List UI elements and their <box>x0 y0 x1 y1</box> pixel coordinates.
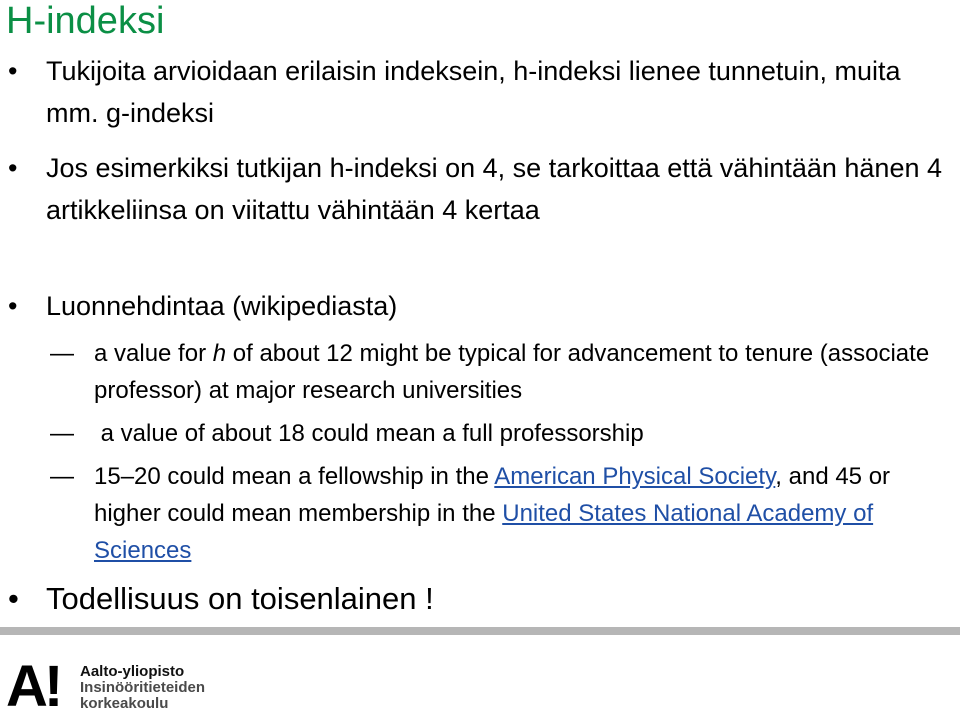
bullet-dot: • <box>8 291 18 321</box>
text-span: of about 12 might be typical for advancement to tenure (associate professor) at major research universities <box>94 340 930 404</box>
h-italic: h <box>212 340 227 367</box>
logo-letter: A <box>6 658 48 708</box>
bullet-dot: • <box>8 153 18 183</box>
logo-text <box>80 664 205 712</box>
sub-bullet-text <box>94 335 954 409</box>
dash-marker: — <box>50 420 73 447</box>
bullet-text: Jos esimerkiksi tutkijan h-indeksi on 4, se tarkoittaa että vähintään hänen 4 artikkeliinsa on viitattu vähintään 4 kertaa <box>46 153 942 225</box>
logo-line-university: Aalto-yliopisto <box>80 663 185 680</box>
logo-line-school: Insinööritieteiden <box>80 679 206 696</box>
logo-exclamation: ! <box>44 658 64 708</box>
logo-line-korkeakoulu: korkeakoulu <box>80 695 169 712</box>
american-physical-society-link[interactable]: American Physical Society <box>494 463 776 490</box>
text-span: a value for <box>94 340 213 367</box>
aalto-logo-icon <box>6 658 64 708</box>
footer-divider <box>0 627 960 635</box>
text-span: 15–20 could mean a fellowship in the <box>94 463 495 490</box>
national-academy-link[interactable]: United States National Academy of Sciences <box>94 500 874 564</box>
bullet-text: Tukijoita arvioidaan erilaisin indeksein, h-indeksi lienee tunnetuin, muita mm. g-indeksi <box>46 56 901 128</box>
dash-marker: — <box>50 340 73 367</box>
bullet-dot: • <box>8 56 18 86</box>
slide-title: H-indeksi <box>6 0 165 42</box>
sub-bullet-text: a value of about 18 could mean a full professorship <box>94 420 644 447</box>
bullet-dot: • <box>8 581 19 616</box>
text-span: , and 45 or higher could mean membership in the <box>94 463 891 527</box>
sub-bullet-text <box>94 458 954 569</box>
bullet-text: Todellisuus on toisenlainen ! <box>46 581 434 616</box>
dash-marker: — <box>50 463 73 490</box>
bullet-text: Luonnehdintaa (wikipediasta) <box>46 291 398 321</box>
